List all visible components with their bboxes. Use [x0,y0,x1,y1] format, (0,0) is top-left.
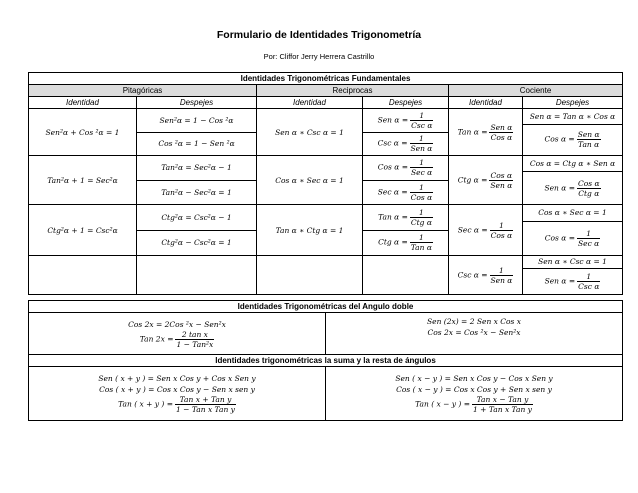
formula-line: Sen (2x) = 2 Sen x Cos x [427,317,521,326]
despeje-cell: Sen α ∗ Csc α = 1 [538,257,607,267]
empty-cell [29,256,137,295]
despeje-cell: Tan α = 1 Ctg α [378,207,432,227]
col-header-identidad: Identidad [257,97,363,109]
despeje-cell: Cos α = Ctg α ∗ Sen α [529,159,616,169]
formula-line: Cos ( x + y ) = Cos x Cos y − Sen x sen y [99,385,255,394]
identity-cell: Csc α = 1 Sen α [449,256,523,295]
document-title: Formulario de Identidades Trigonometría [216,29,422,41]
fundamental-identities-table [28,72,623,295]
group-pitagoricas: Pitagóricas [29,85,257,97]
despeje-cell: Ctg²α − Csc²α = 1 [137,230,256,255]
despeje-cell: Sen α = 1 Csc α [377,110,433,130]
formula-line: Cos ( x − y ) = Cos x Cos y + Sen x sen y [396,385,552,394]
empty-cell [363,256,449,295]
despeje-cell: Sen α = 1 Csc α [523,268,622,294]
col-header-identidad: Identidad [449,97,523,109]
empty-cell [257,256,363,295]
formula-line: Sen ( x + y ) = Sen x Cos y + Cos x Sen y [98,374,256,383]
despeje-cell: Sen α = Tan α ∗ Cos α [529,111,616,121]
group-cociente: Cociente [449,85,623,97]
formula-line: Cos 2x = Cos ²x − Sen²x [427,328,521,337]
despeje-cell: Cos α ∗ Sec α = 1 [538,208,607,218]
despeje-cell: Cos α = 1 Sec α [377,158,433,178]
identity-cell: Sen²α + Cos ²α = 1 [29,109,137,156]
despeje-cell: Cos α = 1 Sec α [523,221,622,255]
despeje-cell: Sen α = Cos α Ctg α [523,172,622,204]
formula-line: Sen ( x − y ) = Sen x Cos y − Cos x Sen y [395,374,553,383]
despeje-cell: Tan²α − Sec²α = 1 [137,180,256,204]
despeje-cell: Csc α = 1 Sen α [363,132,448,155]
identity-cell: Ctg α = Cos α Sen α [449,156,523,205]
identity-cell: Tan α = Sen α Cos α [449,109,523,156]
formula-line: Cos 2x = 2Cos ²x − Sen²x [128,319,226,329]
identity-cell: Cos α ∗ Sec α = 1 [257,156,363,205]
identity-cell: Tan α ∗ Ctg α = 1 [257,205,363,256]
section-double-angle-title: Identidades Trigonométricas del Angulo doble [29,301,623,313]
empty-cell [137,256,257,295]
despeje-cell: Ctg α = 1 Tan α [363,230,448,255]
despeje-cell: Cos α = Sen α Tan α [523,124,622,155]
sum-formulas [29,367,326,421]
despeje-cell: Cos ²α = 1 − Sen ²α [137,132,256,155]
identity-cell: Sec α = 1 Cos α [449,205,523,256]
document-author: Por: Cliffor Jerry Herrera Castrillo [263,52,375,61]
despeje-cell: Sen²α = 1 − Cos ²α [159,115,234,125]
col-header-despejes: Despejes [137,97,257,109]
col-header-despejes: Despejes [523,97,623,109]
group-reciprocas: Reciprocas [257,85,449,97]
formula-line: Tan 2x = 2 tan x 1 − Tan²x [139,329,214,349]
identity-cell: Tan²α + 1 = Sec²α [29,156,137,205]
formula-line: Tan ( x + y ) = Tan x + Tan y 1 − Tan x Tan y [118,395,235,414]
despeje-cell: Tan²α = Sec²α − 1 [161,163,232,173]
col-header-identidad: Identidad [29,97,137,109]
section-fundamental-title: Identidades Trigonométricas Fundamentales [29,73,623,85]
double-angle-right [326,313,623,355]
section-sum-title: Identidades trigonométricas la suma y la resta de ángulos [29,355,623,367]
double-angle-and-sum-table [28,300,623,421]
difference-formulas [326,367,623,421]
formula-line: Tan ( x − y ) = Tan x − Tan y 1 + Tan x Tan y [415,395,532,414]
double-angle-left [29,313,326,355]
identity-cell: Sen α ∗ Csc α = 1 [257,109,363,156]
col-header-despejes: Despejes [363,97,449,109]
despeje-cell: Sec α = 1 Cos α [363,180,448,204]
identity-cell: Ctg²α + 1 = Csc²α [29,205,137,256]
despeje-cell: Ctg²α = Csc²α − 1 [161,212,232,222]
